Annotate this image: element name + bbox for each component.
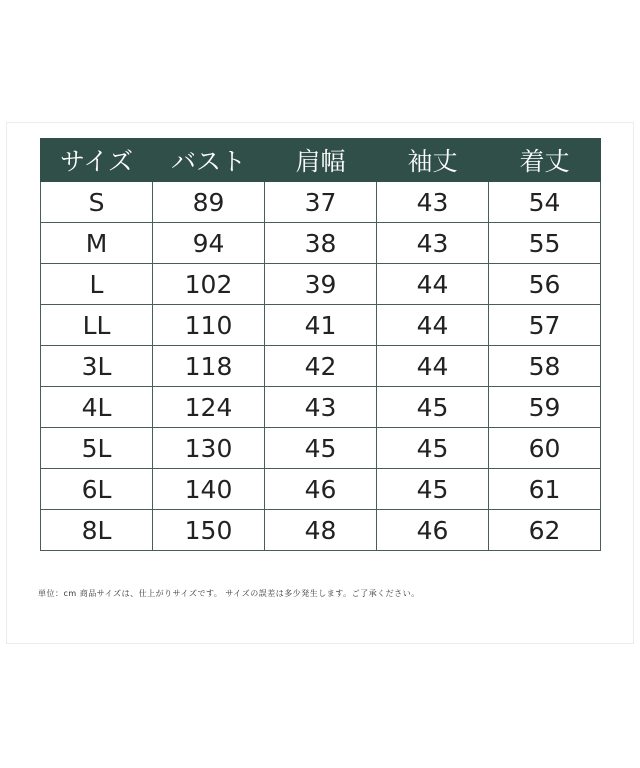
- table-cell: 150: [153, 510, 265, 551]
- table-cell: 54: [489, 182, 601, 223]
- table-cell: 6L: [41, 469, 153, 510]
- column-header-sleeve-length: 袖丈: [377, 139, 489, 182]
- table-row: [41, 387, 601, 428]
- table-row: [41, 428, 601, 469]
- table-cell: 45: [377, 387, 489, 428]
- table-cell: 55: [489, 223, 601, 264]
- table-header-row: [41, 139, 601, 182]
- table-cell: 43: [377, 182, 489, 223]
- table-cell: 46: [265, 469, 377, 510]
- table-cell: 5L: [41, 428, 153, 469]
- table-cell: 57: [489, 305, 601, 346]
- table-cell: 41: [265, 305, 377, 346]
- table-cell: 42: [265, 346, 377, 387]
- table-cell: 94: [153, 223, 265, 264]
- table-row: [41, 182, 601, 223]
- table-cell: M: [41, 223, 153, 264]
- table-cell: L: [41, 264, 153, 305]
- table-cell: 58: [489, 346, 601, 387]
- table-row: [41, 305, 601, 346]
- table-cell: LL: [41, 305, 153, 346]
- table-row: [41, 264, 601, 305]
- table-row: [41, 510, 601, 551]
- table-cell: 45: [377, 428, 489, 469]
- table-cell: 37: [265, 182, 377, 223]
- table-cell: 56: [489, 264, 601, 305]
- size-footnote: 単位：cm 商品サイズは、仕上がりサイズです。 サイズの誤差は多少発生します。ご了承ください。: [38, 589, 420, 598]
- table-cell: 60: [489, 428, 601, 469]
- table-cell: 43: [265, 387, 377, 428]
- table-cell: 44: [377, 346, 489, 387]
- table-cell: 61: [489, 469, 601, 510]
- table-cell: 46: [377, 510, 489, 551]
- table-row: [41, 469, 601, 510]
- size-chart-table: [40, 138, 601, 551]
- table-cell: 102: [153, 264, 265, 305]
- table-row: [41, 346, 601, 387]
- table-row: [41, 223, 601, 264]
- table-cell: 124: [153, 387, 265, 428]
- table-cell: 44: [377, 305, 489, 346]
- table-cell: 59: [489, 387, 601, 428]
- table-cell: 130: [153, 428, 265, 469]
- table-cell: 44: [377, 264, 489, 305]
- table-cell: 3L: [41, 346, 153, 387]
- column-header-size: サイズ: [41, 139, 153, 182]
- table-cell: 110: [153, 305, 265, 346]
- table-cell: 45: [265, 428, 377, 469]
- table-cell: 89: [153, 182, 265, 223]
- column-header-body-length: 着丈: [489, 139, 601, 182]
- table-cell: 4L: [41, 387, 153, 428]
- table-cell: 48: [265, 510, 377, 551]
- table-cell: 8L: [41, 510, 153, 551]
- column-header-shoulder-width: 肩幅: [265, 139, 377, 182]
- table-cell: 118: [153, 346, 265, 387]
- column-header-bust: バスト: [153, 139, 265, 182]
- table-cell: 140: [153, 469, 265, 510]
- table-cell: 45: [377, 469, 489, 510]
- table-cell: S: [41, 182, 153, 223]
- table-cell: 62: [489, 510, 601, 551]
- table-cell: 38: [265, 223, 377, 264]
- table-cell: 43: [377, 223, 489, 264]
- table-cell: 39: [265, 264, 377, 305]
